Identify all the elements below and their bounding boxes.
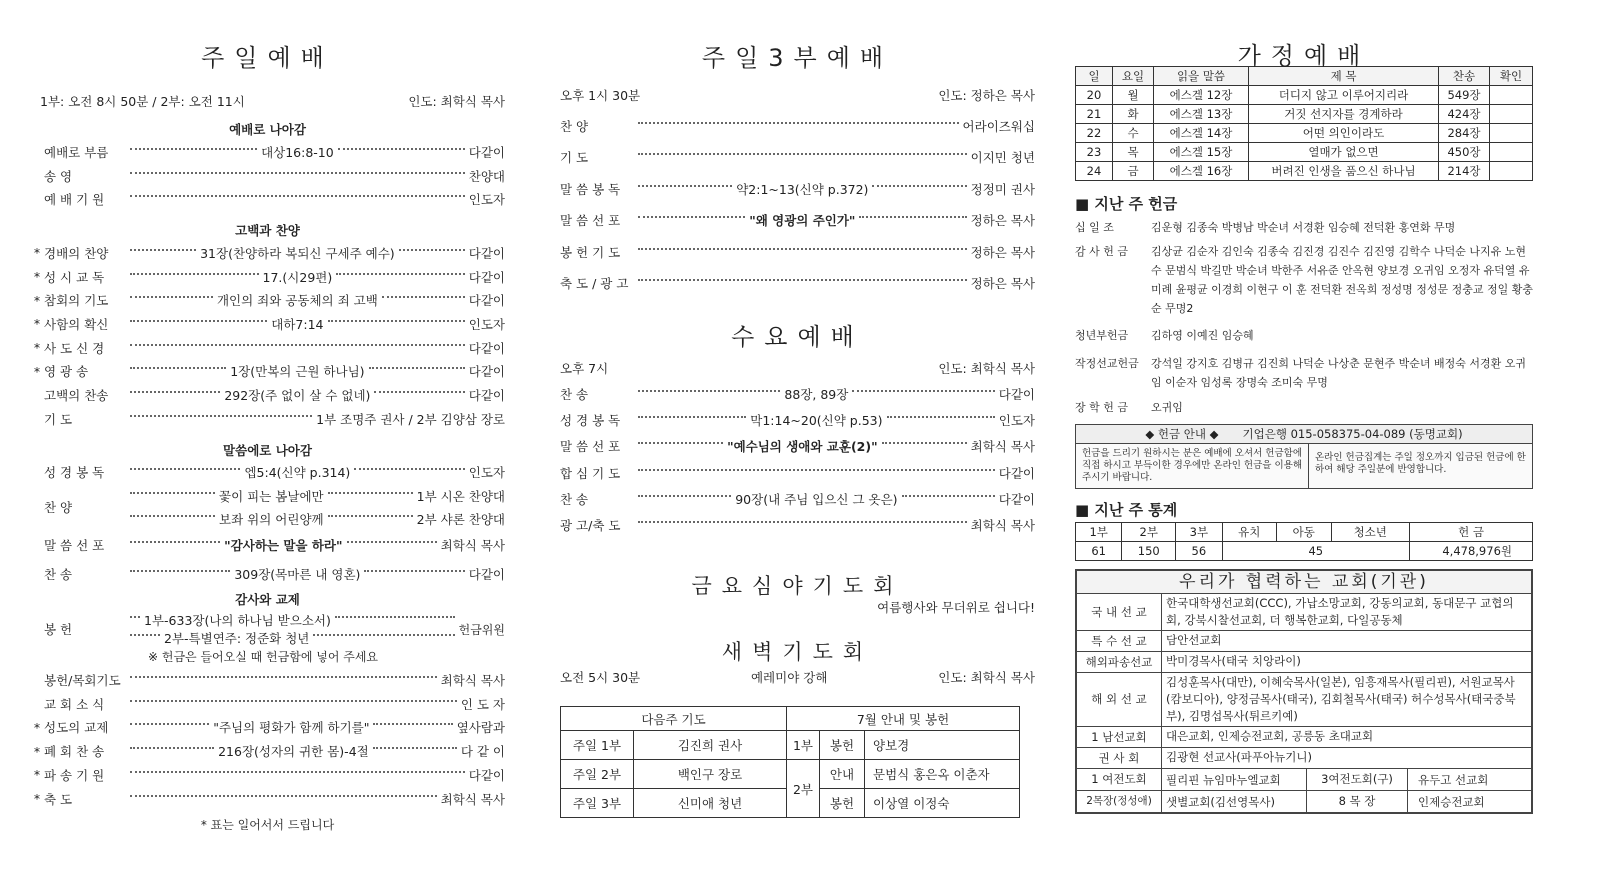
order-content: 88장, 89장 [784, 387, 849, 403]
order-row: 송 영 찬양대 [44, 168, 505, 184]
order-right: 이지민 청년 [970, 150, 1035, 166]
order-label: 찬 송 [560, 491, 589, 507]
order-row-anthem: 찬 양 꽃이 피는 봄날에만 1부 시온 찬양대 보좌 위의 어린양께 2부 샤론 찬양대 [44, 488, 506, 527]
order-row-offering: 봉 헌 1부-633장(나의 하나님 받으소서) 2부-특별연주: 정준화 청년 헌금위원 [44, 613, 505, 647]
partner-title: 우리가 협력하는 교회(기관) [1077, 571, 1531, 594]
offering-row [1075, 218, 1533, 242]
order-right: 정하은 목사 [970, 276, 1035, 292]
partner-names: 박미경목사(태국 치앙라이) [1166, 654, 1301, 668]
dawn-meta: 오전 5시 30분 예레미야 강해 인도: 최학식 목사 [560, 670, 1035, 686]
friday-note: 여름행사와 무더위로 쉽니다! [877, 600, 1035, 616]
partner-names: 한국대학생선교회(CCC), 가납소망교회, 강동의교회, 동대문구 교협의회, 강북시찰선교회, 더 행복한교회, 다일공동체 [1166, 596, 1514, 627]
partner-row [1077, 651, 1531, 672]
bank-body: 헌금을 드리기 원하시는 분은 예배에 오셔서 헌금함에 직접 하시고 부득이한 경우에만 온라인 헌금을 이용해 주시기 바랍니다. 온라인 헌금집계는 주일 정오까지 입금된 헌금에 한하여 해당 주일분에 반영합니다. [1076, 444, 1532, 488]
prayer-head: 다음주 기도 [561, 707, 787, 731]
order-right: 어라이즈워십 [962, 118, 1035, 134]
wednesday-order [560, 381, 1035, 538]
third-service-order [560, 110, 1035, 299]
partner-label: 해 외 선 교 [1077, 673, 1162, 726]
order-row: 말 씀 선 포 "감사하는 말을 하라" 최학식 목사 [44, 538, 506, 554]
order-label: 말 씀 선 포 [560, 439, 621, 455]
partner-list [1077, 594, 1531, 768]
offering-label: 장 학 헌 금 [1075, 401, 1128, 414]
order-row: * 사함의 확신 대하7:14 인도자 [33, 316, 505, 332]
order-row: 찬 송 309장(목마른 내 영혼) 다같이 [44, 567, 506, 583]
order-row [560, 173, 1035, 205]
third-service-meta: 오후 1시 30분 인도: 정하은 목사 [560, 88, 1035, 103]
service-times: 1부: 오전 8시 50분 / 2부: 오전 11시 [40, 94, 245, 109]
offering-label: 작정선교헌금 [1075, 357, 1139, 370]
order-row: * 사 도 신 경 다같이 [33, 340, 505, 356]
offering-note: ※ 헌금은 들어오실 때 헌금함에 넣어 주세요 [148, 650, 379, 665]
family-row: 21 화 에스겔 13장 거짓 선지자를 경계하라 424장 [1076, 105, 1533, 124]
offering-title: ■ 지난 주 헌금 [1075, 195, 1178, 213]
partner-names: 김성훈목사(대만), 이혜숙목사(일본), 임흥재목사(필리핀), 서원교목사(캄보디아), 양정금목사(태국), 김회철목사(태국) 허수성목사(태국중북부), 김명섭목사(튀르키예) [1166, 675, 1516, 723]
order-row: * 참회의 기도 개인의 죄와 공동체의 죄 고백 다같이 [33, 292, 505, 309]
order-row: 예배로 부름 대상16:8-10 다같이 [44, 144, 505, 160]
order-label: 광 고/축 도 [560, 518, 621, 534]
partner-label: 1 남선교회 [1077, 727, 1162, 747]
sunday-worship-title: 주일예배 [201, 44, 334, 72]
partner-row: 1 여전도회 필리핀 뉴임마누엘교회 3여전도회(구) 유두고 선교회 [1077, 768, 1531, 790]
partner-row [1077, 747, 1531, 768]
partner-label: 국 내 선 교 [1077, 594, 1162, 630]
friday-title: 금요심야기도회 [691, 574, 904, 599]
partner-names: 대은교회, 인제승전교회, 공릉동 초대교회 [1166, 729, 1374, 743]
family-row: 23 목 에스겔 15장 열매가 없으면 450장 [1076, 143, 1533, 162]
partner-row [1077, 630, 1531, 651]
wednesday-title: 수요예배 [731, 323, 864, 351]
order-right: 정정미 권사 [970, 181, 1036, 197]
order-row: 고백의 찬송 292장(주 없이 살 수 없네) 다같이 [44, 388, 505, 404]
order-row: * 영 광 송 1장(만복의 근원 하나님) 다같이 [33, 363, 506, 380]
order-row: 봉헌/목회기도 최학식 목사 [44, 673, 505, 689]
afternoon-worship-column [560, 0, 1035, 893]
order-row: * 경배의 찬양 31장(찬양하라 복되신 구세주 예수) 다같이 [33, 245, 506, 261]
order-content: 막1:14~20(신약 p.53) [750, 413, 883, 429]
partner-label: 해외파송선교 [1077, 652, 1162, 672]
family-worship-table: 일 요일 읽을 말씀 제 목 찬송 확인 20 월 에스겔 12장 더디지 않고 이루어지리라 549장 21 화 에스겔 13장 거짓 선지자를 경계하라 424장 22 수 에스겔 14장 어떤 의인이라도 284장 23 목 에스겔 15장 열매가 없으면 450장 24 금 에스겔 16장 버려진 인생을 품으신 하나님 214장 [1075, 66, 1533, 181]
order-content: 90장(내 주님 입으신 그 옷은) [735, 491, 898, 507]
sunday-worship-column [30, 0, 505, 893]
partner-label: 권 사 회 [1077, 748, 1162, 768]
order-row: 예 배 기 원 인도자 [44, 192, 505, 208]
order-row [560, 268, 1035, 300]
offering-names: 오귀임 [1151, 401, 1183, 414]
stats-table: 1부 2부 3부 유치 아동 청소년 헌 금 61 150 56 45 4,478,976원 [1075, 522, 1533, 561]
family-row: 20 월 에스겔 12장 더디지 않고 이루어지리라 549장 [1076, 86, 1533, 105]
partner-names: 담안선교회 [1166, 633, 1222, 647]
order-row [560, 460, 1035, 486]
bank-info-box [1075, 424, 1533, 489]
order-right: 정하은 목사 [970, 213, 1035, 229]
offering-names: 강석일 강지호 김병규 김진희 나덕순 나상춘 문현주 박순녀 배정숙 서경환 오귀임 이순자 임성록 장명숙 조미숙 무명 [1151, 357, 1526, 389]
section-approach: 예배로 나아감 [229, 122, 306, 137]
service-leader: 인도: 최학식 목사 [408, 94, 505, 109]
order-content: 약2:1~13(신약 p.372) [736, 181, 869, 197]
order-row [560, 381, 1035, 407]
order-row: * 성 시 교 독 17.(시29편) 다같이 [33, 269, 505, 285]
bank-head: ◆ 헌금 안내 ◆ 기업은행 015-058375-04-089 (동명교회) [1076, 425, 1532, 444]
order-row: 기 도 1부 조명주 권사 / 2부 김양삼 장로 [44, 411, 505, 427]
partner-row: 2목장(정성애) 샛별교회(김선영목사) 8 목 장 인제승전교회 [1077, 790, 1531, 812]
order-label: 찬 송 [560, 387, 589, 403]
family-worship-title: 가정예배 [1237, 42, 1371, 70]
family-row: 22 수 에스겔 14장 어떤 의인이라도 284장 [1076, 124, 1533, 143]
order-row [560, 486, 1035, 512]
order-row: 교 회 소 식 인 도 자 [44, 696, 505, 712]
order-row [560, 236, 1035, 268]
order-right: 최학식 목사 [970, 518, 1035, 534]
offering-row [1075, 242, 1533, 326]
prayer-notice-table: 다음주 기도 7월 안내 및 봉헌 주일 1부 김진희 권사 1부 봉헌 양보경 주일 2부 백인구 장로 2부 안내 문범식 홍은옥 이춘자 주일 3부 신미애 청년 봉헌 이상열 이정숙 [560, 706, 1020, 818]
order-row: * 파 송 기 원 다같이 [33, 767, 505, 783]
partner-label: 특 수 선 교 [1077, 631, 1162, 651]
order-content: "예수님의 생애와 교훈(2)" [727, 439, 878, 455]
order-right: 인도자 [998, 413, 1036, 429]
order-label: 축 도 / 광 고 [560, 276, 629, 292]
third-service-title: 주일3부예배 [701, 44, 894, 72]
order-label: 말 씀 봉 독 [560, 181, 621, 197]
order-row [560, 142, 1035, 174]
offering-names: 김하영 이예진 임승혜 [1151, 329, 1254, 342]
order-row: * 폐 회 찬 송 216장(성자의 귀한 몸)-4절 다 같 이 [33, 743, 505, 760]
order-row [560, 433, 1035, 459]
sunday-worship-meta [30, 92, 505, 110]
order-label: 합 심 기 도 [560, 465, 621, 481]
order-label: 말 씀 선 포 [560, 213, 621, 229]
family-row: 24 금 에스겔 16장 버려진 인생을 품으신 하나님 214장 [1076, 162, 1533, 181]
order-right: 최학식 목사 [970, 439, 1036, 455]
partner-row [1077, 672, 1531, 726]
order-row: 성 경 봉 독 엡5:4(신약 p.314) 인도자 [44, 465, 506, 481]
stats-title: ■ 지난 주 통계 [1075, 501, 1178, 519]
partner-names: 김광현 선교사(파푸아뉴기니) [1166, 750, 1312, 764]
order-label: 성 경 봉 독 [560, 413, 621, 429]
order-row: * 성도의 교제 "주님의 평화가 함께 하기를" 옆사람과 [33, 719, 505, 736]
offering-names: 김운형 김종숙 박병남 박순녀 서경환 임승혜 전덕환 홍연화 무명 [1151, 221, 1456, 234]
order-row: * 축 도 최학식 목사 [33, 791, 505, 807]
order-right: 다같이 [998, 491, 1036, 507]
section-word: 말씀에로 나아감 [223, 442, 312, 458]
offering-label: 감 사 헌 금 [1075, 245, 1128, 258]
family-worship-column [1075, 0, 1533, 893]
offering-names: 김상균 김순자 김인숙 김종숙 김진경 김진수 김진영 김학수 나덕순 나지유 노현수 문범식 박길만 박순녀 박한주 서유준 안옥현 양보경 오귀임 오정자 유덕열 유미례 윤평균 이경희 이현구 이 훈 전덕환 전옥희 정성명 정성문 정충교 정일 황충순 무명2 [1151, 245, 1533, 315]
offering-row [1075, 326, 1533, 354]
section-confession: 고백과 찬양 [235, 223, 300, 239]
order-row [560, 512, 1035, 538]
offering-list [1075, 218, 1533, 420]
offering-label: 십 일 조 [1075, 221, 1114, 234]
partner-box [1075, 569, 1533, 814]
order-right: 정하은 목사 [970, 244, 1035, 260]
order-right: 다같이 [998, 465, 1035, 481]
order-row [560, 407, 1035, 433]
wednesday-meta: 오후 7시 인도: 최학식 목사 [560, 361, 1035, 376]
notice-head: 7월 안내 및 봉헌 [787, 707, 1020, 731]
order-label: 찬 양 [560, 118, 589, 134]
order-label: 기 도 [560, 150, 589, 166]
order-content: "왜 영광의 주인가" [749, 213, 856, 229]
standing-note: * 표는 일어서서 드립니다 [200, 818, 335, 833]
partner-row [1077, 726, 1531, 747]
order-right: 다같이 [998, 387, 1035, 403]
offering-row [1075, 354, 1533, 398]
partner-row [1077, 594, 1531, 630]
order-row [560, 205, 1035, 237]
offering-row [1075, 398, 1533, 420]
order-row [560, 110, 1035, 142]
order-label: 봉 헌 기 도 [560, 244, 621, 260]
offering-label: 청년부헌금 [1075, 329, 1129, 342]
dawn-title: 새벽기도회 [721, 640, 874, 665]
section-thanks: 감사와 교제 [235, 592, 300, 608]
